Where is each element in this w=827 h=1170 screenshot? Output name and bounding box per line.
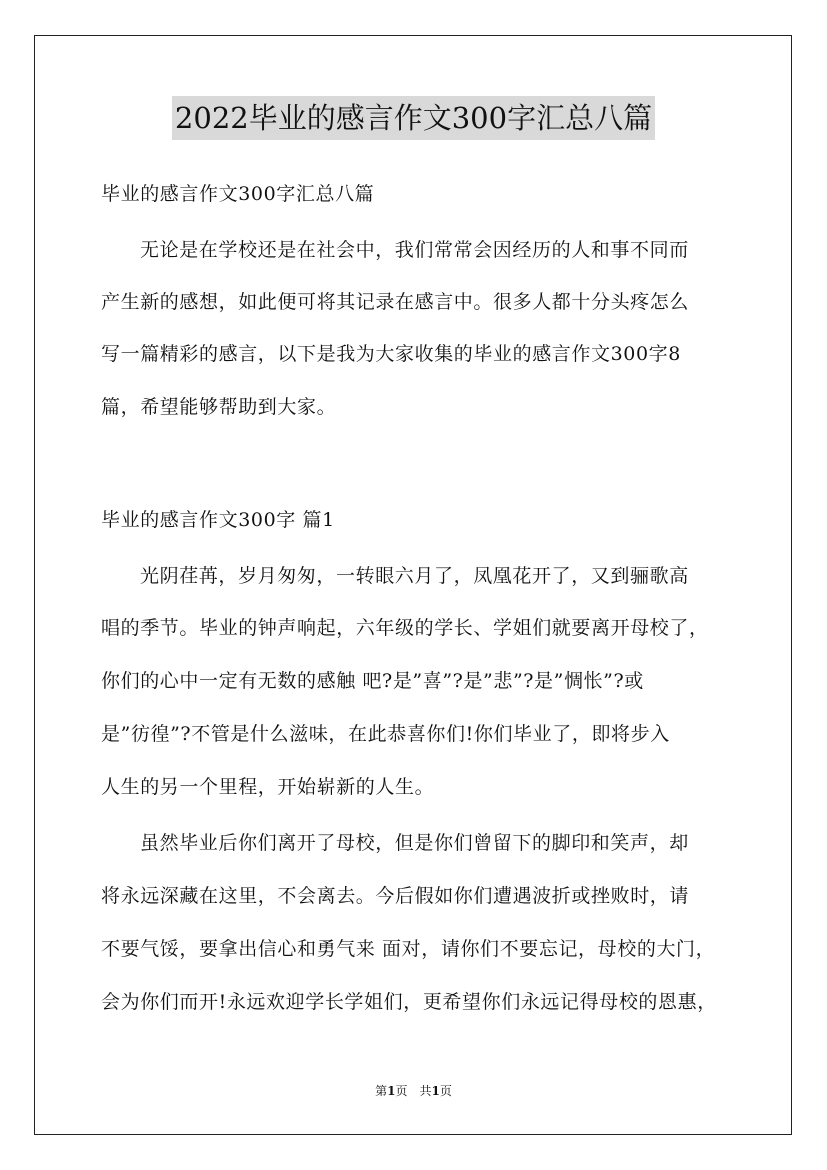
paragraph-line: 会为你们而开!永远欢迎学长学姐们，更希望你们永远记得母校的恩惠， (101, 991, 717, 1013)
total-prefix: 共 (419, 1084, 432, 1098)
paragraph-line: 不要气馁，要拿出信心和勇气来 面对，请你们不要忘记，母校的大门， (101, 938, 716, 960)
page-footer (0, 1083, 827, 1099)
paragraph-line: 产生新的感想，如此便可将其记录在感言中。很多人都十分头疼怎么 (101, 291, 690, 313)
paragraph-line: 人生的另一个里程，开始崭新的人生。 (101, 776, 435, 798)
paragraph-line: 是”彷徨”?不管是什么滋味，在此恭喜你们!你们毕业了，即将步入 (101, 723, 670, 745)
page-suffix: 页 (395, 1084, 408, 1098)
document-title: 2022毕业的感言作文300字汇总八篇 (172, 96, 655, 140)
section-heading: 毕业的感言作文300字 篇1 (101, 509, 335, 531)
page-number: 1 (387, 1084, 396, 1098)
total-pages: 1 (431, 1084, 440, 1098)
total-suffix: 页 (439, 1084, 452, 1098)
paragraph-line: 光阴荏苒，岁月匆匆，一转眼六月了，凤凰花开了，又到骊歌高 (140, 565, 689, 587)
paragraph-line: 无论是在学校还是在社会中，我们常常会因经历的人和事不同而 (140, 239, 689, 261)
paragraph-line: 虽然毕业后你们离开了母校，但是你们曾留下的脚印和笑声，却 (140, 832, 689, 854)
page-prefix: 第 (375, 1084, 388, 1098)
paragraph-line: 唱的季节。毕业的钟声响起，六年级的学长、学姐们就要离开母校了， (101, 617, 709, 639)
paragraph-line: 将永远深藏在这里，不会离去。今后假如你们遭遇波折或挫败时，请 (101, 885, 690, 907)
paragraph-line: 篇，希望能够帮助到大家。 (101, 396, 337, 418)
paragraph-line: 你们的心中一定有无数的感触 吧?是”喜”?是”悲”?是”惆怅”?或 (101, 670, 644, 692)
title-container (0, 96, 827, 140)
subtitle-line: 毕业的感言作文300字汇总八篇 (101, 183, 375, 205)
paragraph-line: 写一篇精彩的感言，以下是我为大家收集的毕业的感言作文300字8 (101, 343, 681, 365)
